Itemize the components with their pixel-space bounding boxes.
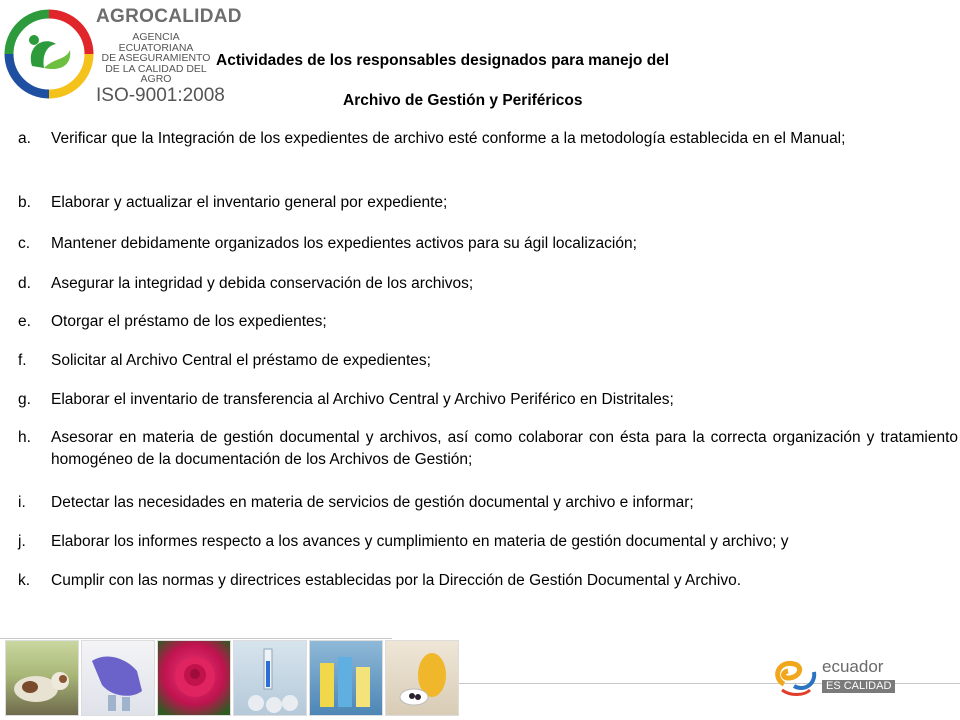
list-item-text: Cumplir con las normas y directrices establecidas por la Dirección de Gestión Documental y Archivo. — [51, 572, 742, 589]
brand-name: AGROCALIDAD — [96, 6, 242, 27]
list-item-text: Mantener debidamente organizados los expedientes activos para su ágil localización; — [51, 235, 637, 252]
list-item-text: Elaborar y actualizar el inventario general por expediente; — [51, 194, 448, 211]
list-marker: f. — [18, 352, 27, 369]
es-calidad-text: ES CALIDAD — [822, 680, 895, 693]
iso-certification: ISO-9001:2008 — [96, 84, 225, 106]
fruit-icon — [386, 641, 459, 716]
list-marker: i. — [18, 494, 26, 511]
list-item — [18, 233, 958, 255]
list-marker: k. — [18, 572, 31, 589]
page-title-line-2: Archivo de Gestión y Periféricos — [343, 92, 583, 109]
list-item — [18, 531, 958, 553]
list-marker: a. — [18, 130, 31, 147]
list-item-text: Solicitar al Archivo Central el préstamo de expedientes; — [51, 352, 431, 369]
list-item-text: Elaborar el inventario de transferencia al Archivo Central y Archivo Periférico en Distritales; — [51, 391, 674, 408]
list-marker: g. — [18, 391, 31, 408]
rose-photo — [157, 640, 231, 716]
list-marker: d. — [18, 275, 31, 292]
ecuador-text: ecuador — [822, 657, 884, 676]
list-item-text: Asegurar la integridad y debida conservación de los archivos; — [51, 275, 474, 292]
list-item — [18, 350, 958, 372]
list-item — [18, 273, 958, 295]
photo-strip — [5, 640, 459, 716]
list-marker: c. — [18, 235, 31, 252]
footer-divider-top — [0, 638, 392, 639]
list-item — [18, 570, 958, 592]
list-item — [18, 128, 958, 150]
lab-bottles-photo — [309, 640, 383, 716]
page-title-line-1: Actividades de los responsables designados para manejo del — [216, 52, 670, 69]
agrocalidad-logo — [4, 6, 242, 106]
cattle-icon — [6, 641, 79, 716]
agrocalidad-emblem-icon — [4, 6, 94, 104]
list-item-text: Detectar las necesidades en materia de servicios de gestión documental y archivo e informar; — [51, 494, 694, 511]
list-marker: b. — [18, 194, 31, 211]
list-item — [18, 492, 958, 514]
livestock-photo — [5, 640, 79, 716]
fruit-photo — [385, 640, 459, 716]
list-item-text: Asesorar en materia de gestión documental y archivos, así como colaborar con ésta para la correcta organización y tratamiento homogéneo de la documentación de los Archivos de Gestión; — [51, 429, 958, 468]
vial-icon — [234, 641, 307, 716]
lab-vials-photo — [233, 640, 307, 716]
ecuador-logo-icon — [770, 656, 820, 698]
agency-name: AGENCIA ECUATORIANA DE ASEGURAMIENTO DE LA CALIDAD DEL AGRO — [101, 31, 211, 85]
bottle-icon — [310, 641, 383, 716]
list-item — [18, 192, 958, 214]
list-marker: j. — [18, 533, 26, 550]
glove-icon — [82, 641, 155, 716]
list-marker: h. — [18, 429, 31, 446]
lab-gloves-photo — [81, 640, 155, 716]
rose-icon — [158, 641, 231, 716]
list-marker: e. — [18, 313, 31, 330]
ecuador-es-calidad-logo — [770, 656, 910, 698]
list-item — [18, 311, 958, 333]
list-item-text: Otorgar el préstamo de los expedientes; — [51, 313, 327, 330]
list-item-text: Verificar que la Integración de los expedientes de archivo esté conforme a la metodología establecida en el Manual; — [51, 130, 846, 147]
list-item — [18, 389, 958, 411]
list-item-text: Elaborar los informes respecto a los avances y cumplimiento en materia de gestión documental y archivo; y — [51, 533, 789, 550]
list-item — [18, 427, 958, 471]
